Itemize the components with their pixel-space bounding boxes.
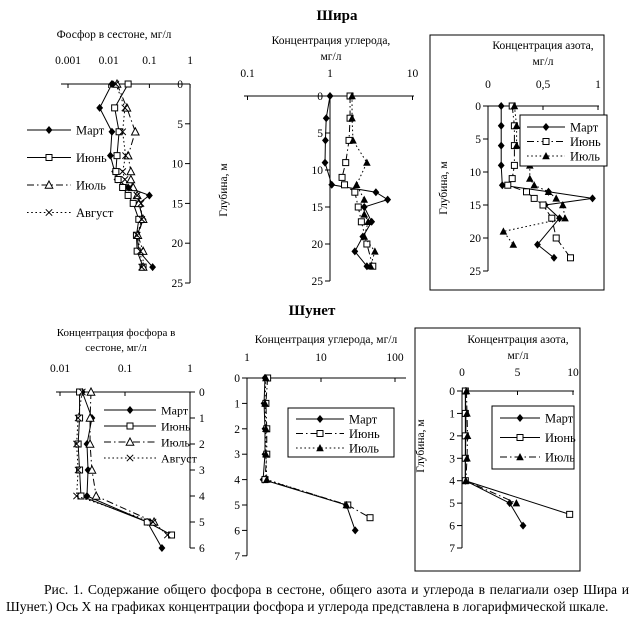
x-tick-label: 10 <box>567 367 579 379</box>
legend-label-Август: Август <box>76 206 114 220</box>
depth-tick-label: 5 <box>317 128 323 140</box>
legend-label-Июль: Июль <box>76 178 106 193</box>
series-marker-Март <box>498 142 505 150</box>
depth-tick-label: 0 <box>449 386 455 398</box>
lake-title-shira: Шира <box>316 8 358 24</box>
legend-label-Июнь: Июнь <box>76 151 107 165</box>
depth-tick-label: 20 <box>469 233 481 245</box>
chart-title: Концентрация азота, <box>492 40 594 52</box>
series-marker-Июнь <box>339 174 345 180</box>
legend-label-Март: Март <box>570 120 599 135</box>
depth-tick-label: 6 <box>199 543 205 555</box>
x-tick-label: 0,5 <box>535 79 551 91</box>
chart-title: мг/л <box>507 350 529 362</box>
series-marker-Март <box>96 104 103 112</box>
series-marker-Март <box>372 188 379 196</box>
series-marker-Март <box>589 194 596 202</box>
legend-marker-Август <box>127 455 133 461</box>
series-marker-Март <box>328 181 335 189</box>
chart-title: Концентрация углерода, <box>271 35 391 47</box>
series-marker-Июнь <box>524 189 530 195</box>
x-tick-label: 5 <box>514 367 521 379</box>
depth-tick-label: 15 <box>469 200 481 212</box>
series-marker-Июль <box>552 194 560 201</box>
x-tick-label: 0.001 <box>55 55 81 67</box>
series-marker-Июнь <box>553 235 559 241</box>
series-marker-Март <box>384 196 391 204</box>
legend-label-Август: Август <box>161 451 197 466</box>
depth-tick-label: 1 <box>199 413 205 425</box>
depth-tick-label: 3 <box>234 449 240 462</box>
x-tick-label: 1 <box>244 352 250 364</box>
depth-tick-label: 15 <box>311 202 323 214</box>
figure-caption: Рис. 1. Содержание общего фосфора в сестоне, общего азота и углерода в пелагиали озер Шира и Шунет.) Ось X на графиках концентрации фосфора и углерода представлена в логарифмической шкале. <box>6 582 629 614</box>
series-marker-Июнь <box>355 204 361 210</box>
depth-tick-label: 10 <box>171 158 183 171</box>
chart-shira-phosphorus <box>27 29 193 290</box>
legend-label-Июнь: Июнь <box>161 419 191 434</box>
series-line-Июль <box>90 392 154 522</box>
depth-tick-label: 2 <box>449 430 455 443</box>
x-tick-label: 1 <box>187 363 193 375</box>
series-marker-Март <box>327 92 334 100</box>
series-marker-Июнь <box>112 105 118 111</box>
series-line-Март <box>325 96 388 266</box>
series-marker-Март <box>498 122 505 130</box>
depth-tick-label: 25 <box>469 266 481 278</box>
series-marker-Июнь <box>364 241 370 247</box>
depth-tick-label: 10 <box>469 167 481 179</box>
depth-tick-label: 2 <box>199 439 205 451</box>
chart-title: Концентрация углерода, мг/л <box>254 334 398 346</box>
series-marker-Июнь <box>125 192 131 198</box>
depth-tick-label: 5 <box>234 500 240 512</box>
series-marker-Июнь <box>367 515 373 521</box>
depth-tick-label: 25 <box>171 278 183 290</box>
series-marker-Март <box>551 254 558 262</box>
series-marker-Июль <box>510 241 518 248</box>
legend-label-Июль: Июль <box>545 450 575 465</box>
depth-axis-title: Глубина, м <box>218 163 230 217</box>
legend-label-Июнь: Июнь <box>349 427 380 441</box>
depth-tick-label: 10 <box>311 165 323 177</box>
depth-tick-label: 0 <box>475 101 481 113</box>
series-marker-Июнь <box>115 177 121 183</box>
legend-marker-Июль <box>126 438 134 445</box>
x-tick-label: 0.1 <box>142 55 157 67</box>
series-marker-Март <box>506 499 513 507</box>
chart-shira-nitrogen <box>430 35 607 290</box>
depth-tick-label: 7 <box>234 550 240 563</box>
depth-tick-label: 20 <box>171 238 183 251</box>
chart-title: Фосфор в сестоне, мг/л <box>56 29 172 41</box>
lake-title-shunet: Шунет <box>288 303 336 319</box>
legend-label-Июнь: Июнь <box>570 135 601 149</box>
series-marker-Июнь <box>568 255 574 261</box>
series-marker-Июнь <box>343 160 349 166</box>
series-marker-Июль <box>92 492 100 499</box>
legend-label-Июль: Июль <box>161 435 190 450</box>
x-tick-label: 1 <box>187 55 193 67</box>
series-marker-Июль <box>360 196 368 203</box>
depth-tick-label: 6 <box>234 525 240 538</box>
x-tick-label: 0.01 <box>49 363 71 375</box>
legend-marker-Июнь <box>127 423 133 429</box>
series-marker-Июль <box>127 168 135 175</box>
series-line-Июнь <box>78 392 171 535</box>
chart-title: мг/л <box>320 51 342 63</box>
x-tick-label: 10 <box>315 352 327 364</box>
series-marker-Июль <box>353 181 361 188</box>
depth-tick-label: 5 <box>199 517 205 529</box>
depth-axis-title: Глубина, м <box>415 419 427 473</box>
depth-tick-label: 20 <box>311 239 323 251</box>
series-marker-Июль <box>530 181 538 188</box>
series-marker-Июль <box>363 159 371 166</box>
series-marker-Июнь <box>511 162 517 168</box>
depth-tick-label: 5 <box>449 498 455 511</box>
series-marker-Июнь <box>505 182 511 188</box>
depth-tick-label: 6 <box>449 520 455 533</box>
chart-title: сестоне, мг/л <box>85 342 147 354</box>
x-tick-label: 0.01 <box>98 55 119 67</box>
legend-marker-Июнь <box>317 431 323 437</box>
depth-tick-label: 0 <box>234 373 240 385</box>
series-marker-Март <box>520 522 527 530</box>
depth-tick-label: 1 <box>449 408 455 421</box>
chart-shunet-carbon <box>234 334 406 563</box>
legend-marker-Июнь <box>517 435 523 441</box>
series-marker-Июль <box>131 128 139 135</box>
x-tick-label: 0.1 <box>117 363 133 375</box>
chart-title: Концентрация азота, <box>467 334 569 346</box>
chart-shunet-phosphorus <box>50 327 205 555</box>
chart-title: мг/л <box>532 56 554 68</box>
legend-label-Июль: Июль <box>349 441 379 456</box>
depth-tick-label: 3 <box>199 465 205 477</box>
legend-marker-Август <box>46 209 52 215</box>
depth-tick-label: 0 <box>317 91 323 103</box>
series-marker-Март <box>323 114 330 122</box>
depth-tick-label: 15 <box>171 198 183 211</box>
series-marker-Июнь <box>540 202 546 208</box>
legend-label-Март: Март <box>161 403 189 418</box>
depth-tick-label: 4 <box>234 474 240 487</box>
series-marker-Июнь <box>358 219 364 225</box>
series-marker-Июнь <box>352 189 358 195</box>
series-marker-Март <box>159 544 166 552</box>
depth-tick-label: 0 <box>177 79 183 91</box>
legend-marker-Июнь <box>543 139 549 145</box>
series-marker-Июль <box>526 175 534 182</box>
chart-shunet-nitrogen <box>415 328 580 571</box>
depth-tick-label: 2 <box>234 423 240 436</box>
chart-shira-carbon <box>218 35 419 288</box>
x-tick-label: 10 <box>406 68 419 80</box>
x-tick-label: 1 <box>595 79 601 91</box>
series-marker-Август <box>119 168 125 174</box>
series-marker-Июнь <box>342 182 348 188</box>
series-marker-Июнь <box>567 511 573 517</box>
legend-marker-Март <box>46 126 53 134</box>
series-marker-Март <box>498 102 505 110</box>
series-marker-Март <box>498 161 505 169</box>
depth-tick-label: 7 <box>449 543 455 556</box>
series-marker-Март <box>107 152 114 160</box>
depth-tick-label: 4 <box>449 475 455 488</box>
series-marker-Июнь <box>509 176 515 182</box>
chart-title: Концентрация фосфора в <box>56 327 176 339</box>
series-marker-Июнь <box>125 81 131 87</box>
series-marker-Июль <box>513 499 521 506</box>
series-marker-Июнь <box>114 153 120 159</box>
depth-tick-label: 4 <box>199 491 205 503</box>
legend-label-Март: Март <box>349 412 378 427</box>
legend-marker-Июнь <box>46 155 52 161</box>
legend-label-Июль: Июль <box>570 149 600 164</box>
depth-tick-label: 5 <box>475 134 481 146</box>
series-marker-Июнь <box>134 248 140 254</box>
series-marker-Март <box>352 526 359 534</box>
depth-tick-label: 5 <box>177 118 183 131</box>
x-tick-label: 0 <box>459 367 465 379</box>
depth-tick-label: 3 <box>449 453 455 466</box>
series-marker-Март <box>109 128 116 136</box>
series-marker-Июнь <box>549 215 555 221</box>
series-marker-Март <box>322 136 329 144</box>
depth-tick-label: 25 <box>311 276 323 288</box>
legend-marker-Март <box>127 406 134 414</box>
x-tick-label: 0.1 <box>240 68 255 80</box>
legend-label-Март: Март <box>545 411 574 426</box>
depth-axis-title: Глубина, м <box>438 161 450 215</box>
series-marker-Июнь <box>531 195 537 201</box>
x-tick-label: 0 <box>485 79 491 91</box>
series-marker-Июнь <box>120 184 126 190</box>
x-tick-label: 100 <box>386 352 404 364</box>
series-marker-Август <box>122 176 128 182</box>
depth-tick-label: 0 <box>199 387 205 399</box>
legend-label-Июнь: Июнь <box>545 431 576 445</box>
x-tick-label: 1 <box>327 68 333 80</box>
legend-label-Март: Март <box>76 123 105 138</box>
depth-tick-label: 1 <box>234 398 240 411</box>
series-marker-Июнь <box>113 169 119 175</box>
series-marker-Март <box>146 191 153 199</box>
